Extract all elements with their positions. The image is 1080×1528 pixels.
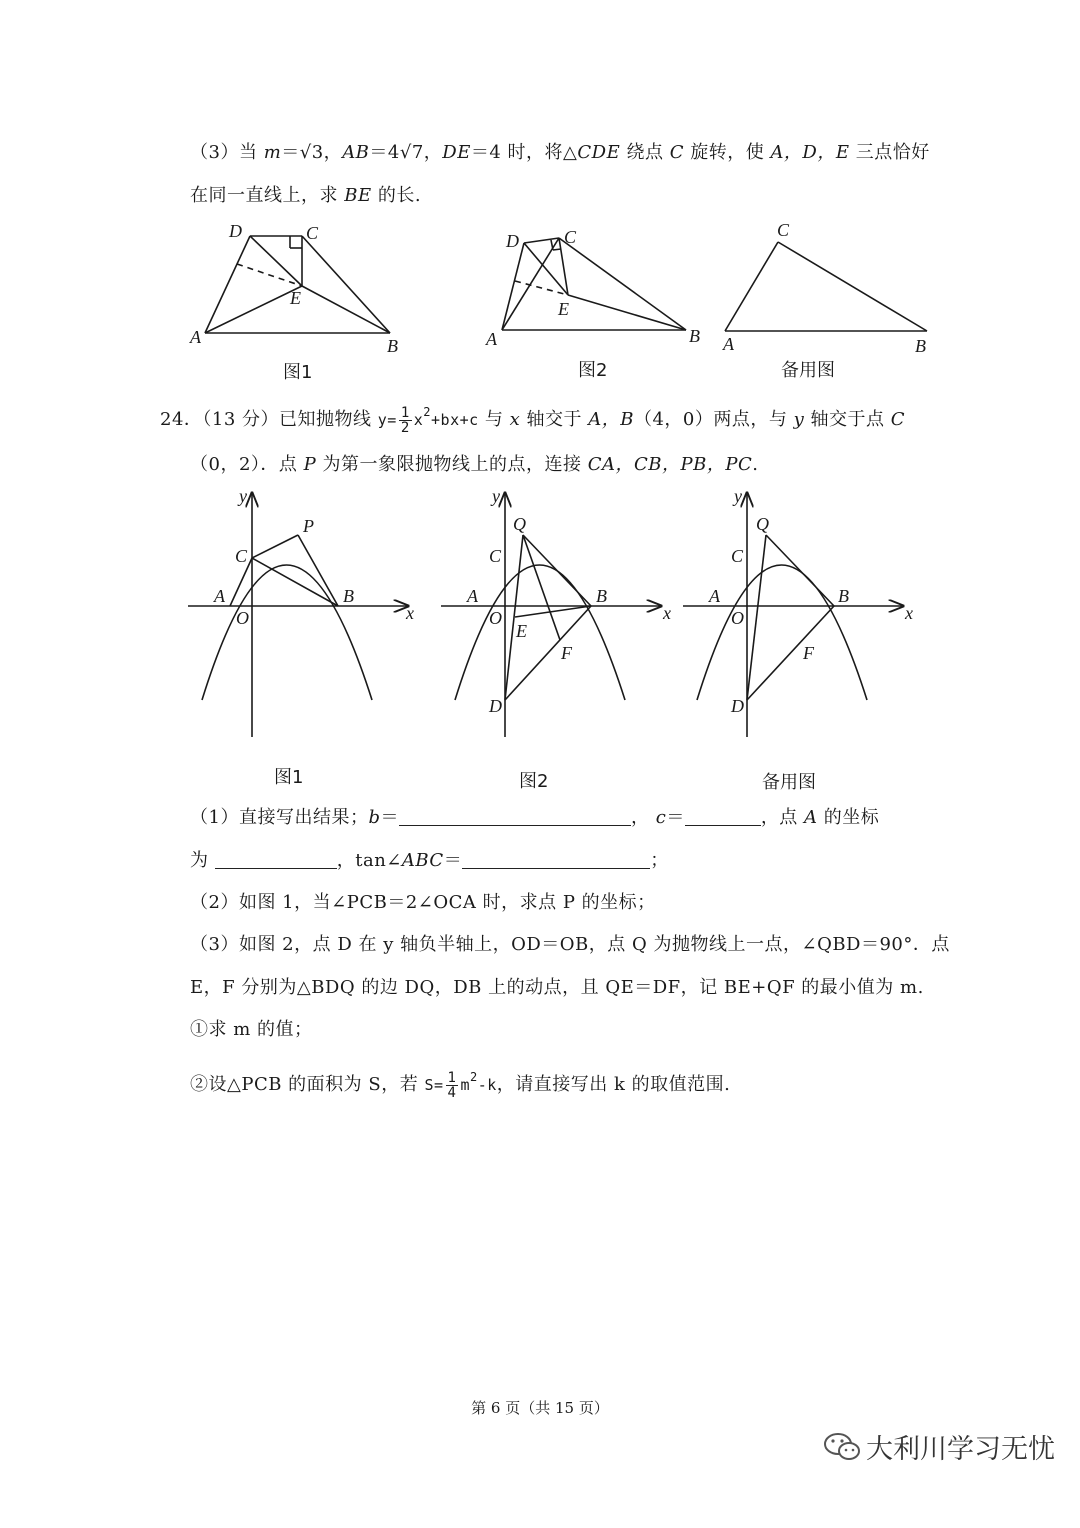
q23-part3-line2: 在同一直线上，求 BE 的长. [190, 185, 422, 206]
top-fig2-label-B: B [689, 326, 700, 346]
top-fig1-caption: 图1 [283, 362, 313, 383]
q24-formula: y= $\frac{1}{2}$ $x^2+bx+c$ [377, 405, 479, 436]
mid-fig2-label-E: E [516, 621, 527, 641]
mid-fig3-label-B: B [838, 586, 849, 606]
top-fig1-label-B: B [387, 336, 398, 356]
sub2-formula: S= $\frac{1}{4}$ $m^2-k$ [424, 1070, 497, 1101]
mid-fig3-label-y: y [734, 486, 742, 506]
mid-fig2-label-y: y [492, 486, 500, 506]
mid-fig1-label-x: x [406, 603, 414, 623]
q24-part1-line2: 为 ，tan∠ABC＝ ； [190, 850, 669, 871]
q24-intro-line1: 24．（13 分）已知抛物线 y= $\frac{1}{2}$ $x^2+bx+c$ 与 x 轴交于 A，B（4，0）两点，与 y 轴交于点 C [160, 405, 906, 436]
mid-fig3-caption: 备用图 [762, 772, 816, 793]
answer-blank-b[interactable] [399, 807, 631, 826]
mid-fig2-label-A: A [467, 586, 478, 606]
mid-fig1-label-O: O [236, 608, 249, 628]
q24-sub1: ①求 m 的值； [190, 1019, 313, 1040]
mid-fig2-label-F: F [561, 643, 572, 663]
mid-fig2-label-O: O [489, 608, 502, 628]
q24-sub2: ②设△PCB 的面积为 S，若 S= $\frac{1}{4}$ $m^2-k$，请直接写出 k 的取值范围. [190, 1070, 731, 1101]
top-fig2-label-A: A [486, 329, 497, 349]
q24-intro-line2: （0，2）．点 P 为第一象限抛物线上的点，连接 CA，CB，PB，PC. [190, 454, 759, 475]
mid-fig1-label-B: B [343, 586, 354, 606]
mid-fig2-diagram [441, 493, 661, 737]
mid-fig1-caption: 图1 [274, 767, 304, 788]
top-fig3-label-B: B [915, 336, 926, 356]
mid-fig3-label-F: F [803, 643, 814, 663]
mid-fig3-diagram [683, 493, 903, 737]
top-fig3-caption: 备用图 [781, 360, 835, 381]
q24-part3-line1: （3）如图 2，点 D 在 y 轴负半轴上，OD＝OB，点 Q 为抛物线上一点，∠QBD＝90°．点 [190, 934, 950, 955]
mid-fig2-label-Q: Q [513, 514, 526, 534]
top-fig1-label-C: C [306, 223, 319, 243]
top-fig2-label-D: D [506, 231, 519, 251]
mid-fig2-label-B: B [596, 586, 607, 606]
top-fig1-label-E: E [290, 288, 301, 308]
q23-part3-line1: （3）当 m＝√3，AB＝4√7，DE＝4 时，将△CDE 绕点 C 旋转，使 A，D，E 三点恰好 [190, 142, 930, 163]
mid-fig1-label-A: A [214, 586, 225, 606]
mid-fig2-label-D: D [489, 696, 502, 716]
top-fig2-label-E: E [558, 299, 569, 319]
watermark-text: 大利川学习无忧 [866, 1434, 1055, 1465]
answer-blank-a-coord[interactable] [215, 850, 337, 869]
q24-part3-line2: E，F 分别为△BDQ 的边 DQ，DB 上的动点，且 QE＝DF，记 BE+QF 的最小值为 m. [190, 977, 924, 998]
wechat-icon [823, 1430, 863, 1464]
mid-fig2-caption: 图2 [519, 771, 549, 792]
page-footer: 第 6 页（共 15 页） [471, 1399, 609, 1417]
mid-fig2-label-C: C [489, 546, 502, 566]
mid-fig1-diagram [188, 493, 408, 737]
mid-fig2-label-x: x [663, 603, 671, 623]
q24-part1-line1: （1）直接写出结果；b＝ ， c＝ ，点 A 的坐标 [190, 807, 880, 828]
top-fig1-label-D: D [229, 221, 242, 241]
top-fig2-caption: 图2 [578, 360, 608, 381]
mid-fig3-label-Q: Q [756, 514, 769, 534]
mid-fig1-label-y: y [239, 486, 247, 506]
top-fig1-label-A: A [190, 327, 201, 347]
answer-blank-c[interactable] [685, 807, 761, 826]
mid-fig3-label-x: x [905, 603, 913, 623]
answer-blank-tan[interactable] [462, 850, 650, 869]
mid-fig3-label-O: O [731, 608, 744, 628]
mid-fig1-label-C: C [235, 546, 248, 566]
mid-fig3-label-A: A [709, 586, 720, 606]
top-fig2-label-C: C [564, 227, 577, 247]
mid-fig3-label-C: C [731, 546, 744, 566]
mid-fig1-label-P: P [303, 516, 314, 536]
q24-part2: （2）如图 1，当∠PCB＝2∠OCA 时，求点 P 的坐标； [190, 892, 656, 913]
top-fig3-label-C: C [777, 220, 790, 240]
top-fig3-label-A: A [723, 334, 734, 354]
mid-fig3-label-D: D [731, 696, 744, 716]
